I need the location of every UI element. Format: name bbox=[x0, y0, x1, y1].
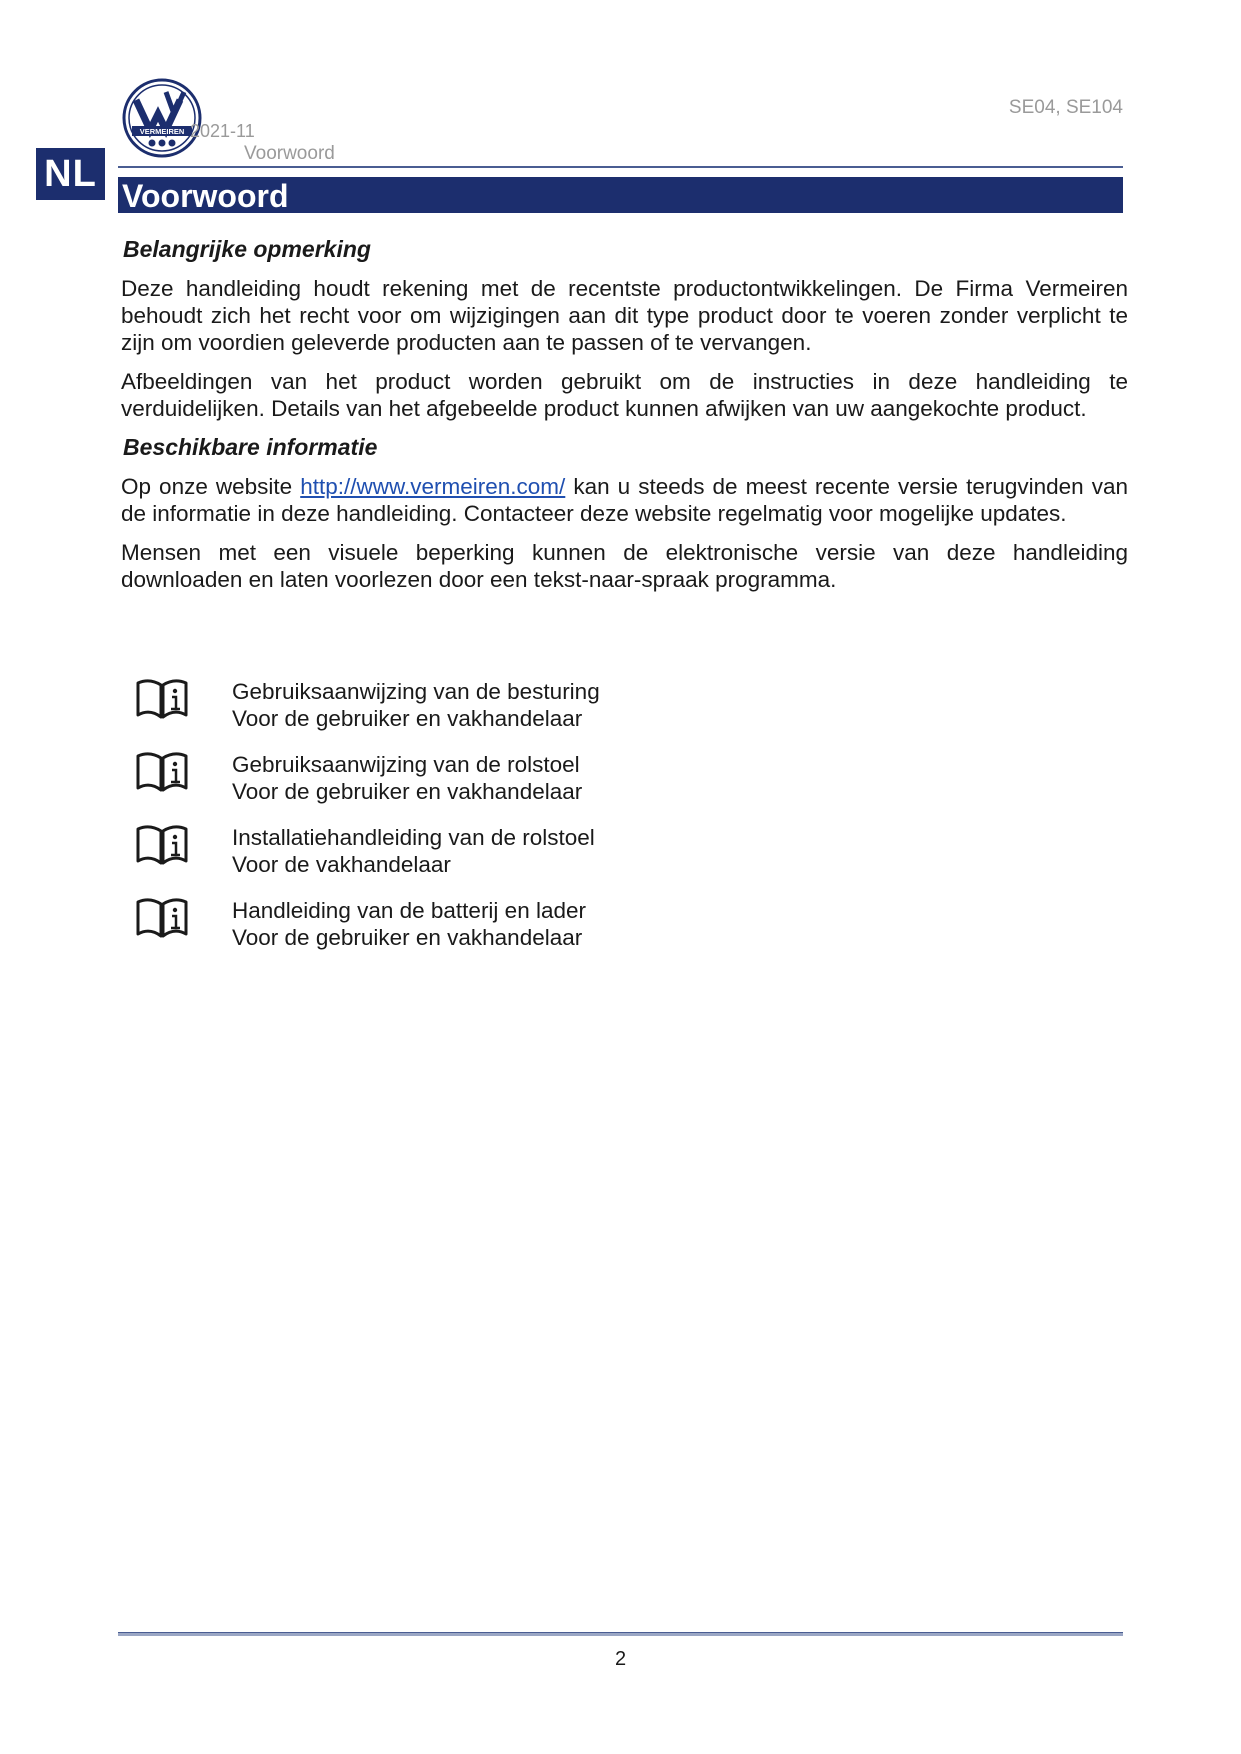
manual-info-icon bbox=[135, 898, 189, 940]
document-item bbox=[135, 897, 600, 970]
document-title: Installatiehandleiding van de rolstoel bbox=[232, 825, 595, 850]
available-info-paragraph-1 bbox=[121, 473, 1128, 527]
document-audience: Voor de vakhandelaar bbox=[232, 852, 451, 877]
main-content bbox=[121, 236, 1128, 605]
manual-info-icon bbox=[135, 825, 189, 867]
document-title: Handleiding van de batterij en lader bbox=[232, 898, 586, 923]
vermeiren-logo bbox=[122, 78, 202, 158]
document-item bbox=[135, 824, 600, 897]
important-paragraph-2: Afbeeldingen van het product worden gebruikt om de instructies in deze handleiding te verduidelijken. Details van het afgebeelde product kunnen afwijken van uw aangekochte product. bbox=[121, 369, 1128, 421]
website-link[interactable]: http://www.vermeiren.com/ bbox=[300, 474, 566, 499]
document-audience: Voor de gebruiker en vakhandelaar bbox=[232, 925, 583, 950]
document-item bbox=[135, 751, 600, 824]
available-info-paragraph-2: Mensen met een visuele beperking kunnen de elektronische versie van deze handleiding downloaden en laten voorlezen door een tekst-naar-spraak programma. bbox=[121, 540, 1128, 592]
page-title-bar bbox=[118, 177, 1123, 213]
header-section-name: Voorwoord bbox=[244, 143, 335, 164]
available-info-heading: Beschikbare informatie bbox=[123, 434, 378, 460]
page-number: 2 bbox=[614, 1648, 627, 1670]
important-paragraph-1: Deze handleiding houdt rekening met de recentste productontwikkelingen. De Firma Vermeiren behoudt zich het recht voor om wijzigingen aan dit type product door te voeren zonder verplicht te zijn om voordien geleverde producten aan te passen of te vervangen. bbox=[121, 276, 1128, 355]
document-item bbox=[135, 678, 600, 751]
manual-info-icon bbox=[135, 752, 189, 794]
header-divider bbox=[118, 166, 1123, 168]
manual-info-icon bbox=[135, 679, 189, 721]
document-audience: Voor de gebruiker en vakhandelaar bbox=[232, 706, 583, 731]
document-title: Gebruiksaanwijzing van de rolstoel bbox=[232, 752, 580, 777]
document-audience: Voor de gebruiker en vakhandelaar bbox=[232, 779, 583, 804]
page-title: Voorwoord bbox=[122, 178, 289, 214]
document-text bbox=[232, 897, 586, 951]
svg-text:VERMEIREN: VERMEIREN bbox=[139, 127, 185, 136]
footer-divider bbox=[118, 1632, 1123, 1636]
document-title: Gebruiksaanwijzing van de besturing bbox=[232, 679, 600, 704]
website-text-after: kan u steeds de meest recente versie terugvinden van de informatie in deze handleiding. Contacteer deze website regelmatig voor mogelijke updates. bbox=[121, 474, 1128, 526]
document-text bbox=[232, 824, 595, 878]
important-heading: Belangrijke opmerking bbox=[123, 236, 371, 262]
document-text bbox=[232, 678, 600, 732]
website-text-before: Op onze website bbox=[121, 474, 301, 499]
document-list bbox=[135, 678, 600, 970]
language-badge: NL bbox=[36, 148, 105, 200]
header-date: 2021-11 bbox=[190, 121, 255, 141]
header-model-number: SE04, SE104 bbox=[1008, 97, 1123, 118]
document-text bbox=[232, 751, 582, 805]
